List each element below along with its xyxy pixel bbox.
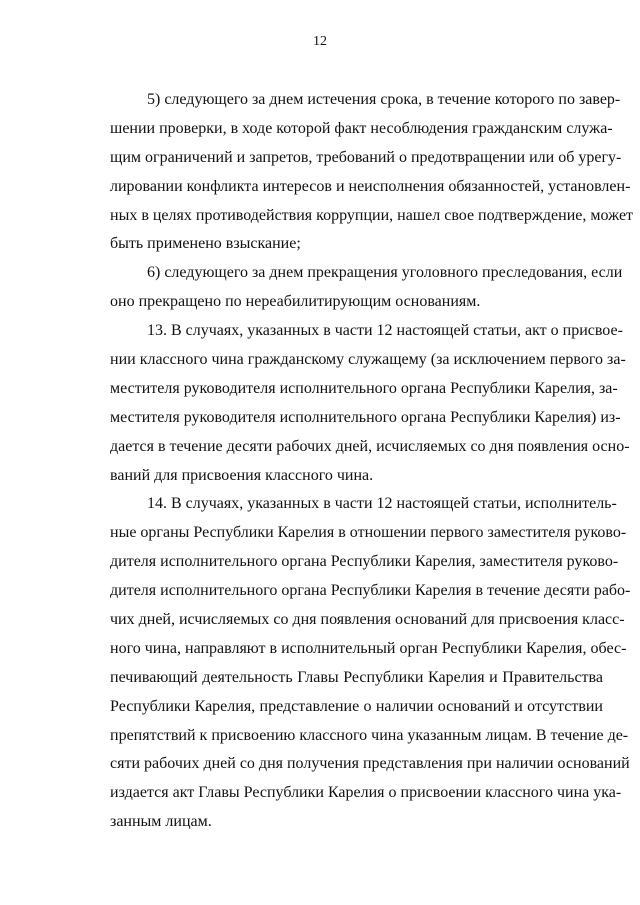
text-line: местителя руководителя исполнительного органа Республики Карелия, за-	[110, 379, 618, 397]
text-line: оно прекращено по нереабилитирующим основаниям.	[110, 293, 481, 311]
text-line: издается акт Главы Республики Карелия о присвоении классного чина ука-	[110, 784, 622, 802]
text-line: дителя исполнительного органа Республики Карелия, заместителя руково-	[110, 553, 619, 571]
text-line: нии классного чина гражданскому служащему (за исключением первого за-	[110, 351, 626, 369]
text-line: Республики Карелия, представление о наличии оснований и отсутствии	[110, 697, 603, 715]
text-line: занным лицам.	[110, 813, 212, 831]
text-line: 5) следующего за днем истечения срока, в течение которого по завер-	[147, 91, 621, 108]
paragraph-part-13	[110, 317, 630, 490]
document-body	[110, 86, 634, 837]
text-line: ваний для присвоения классного чина.	[110, 466, 374, 484]
paragraph-item-5	[110, 86, 634, 259]
text-line: ного чина, направляют в исполнительный орган Республики Карелия, обес-	[110, 639, 627, 657]
text-line: сяти рабочих дней со дня получения представления при наличии оснований	[110, 755, 630, 773]
text-line: шении проверки, в ходе которой факт несоблюдения гражданским служа-	[110, 119, 613, 137]
text-line: 13. В случаях, указанных в части 12 настоящей статьи, акт о присвое-	[147, 322, 623, 340]
paragraph-item-6	[110, 259, 623, 317]
text-line: препятствий к присвоению классного чина указанным лицам. В течение де-	[110, 726, 629, 744]
page-number: 12	[313, 34, 327, 49]
text-line: ные органы Республики Карелия в отношении первого заместителя руково-	[110, 524, 627, 542]
text-line: 6) следующего за днем прекращения уголовного преследования, если	[147, 264, 623, 282]
paragraph-part-14	[110, 490, 631, 837]
text-line: лировании конфликта интересов и неисполнения обязанностей, установлен-	[110, 177, 631, 195]
text-line: дителя исполнительного органа Республики Карелия в течение десяти рабо-	[110, 582, 631, 600]
text-line: дается в течение десяти рабочих дней, исчисляемых со дня появления осно-	[110, 437, 630, 455]
text-line: местителя руководителя исполнительного органа Республики Карелия) из-	[110, 408, 621, 426]
text-line: 14. В случаях, указанных в части 12 настоящей статьи, исполнитель-	[147, 495, 617, 513]
text-line: щим ограничений и запретов, требований о предотвращении или об урегу-	[110, 148, 622, 166]
text-line: ных в целях противодействия коррупции, нашел свое подтверждение, может	[110, 206, 634, 224]
text-line: быть применено взыскание;	[110, 235, 301, 253]
text-line: печивающий деятельность Главы Республики Карелия и Правительства	[110, 668, 603, 686]
text-line: чих дней, исчисляемых со дня появления оснований для присвоения класс-	[110, 611, 625, 629]
